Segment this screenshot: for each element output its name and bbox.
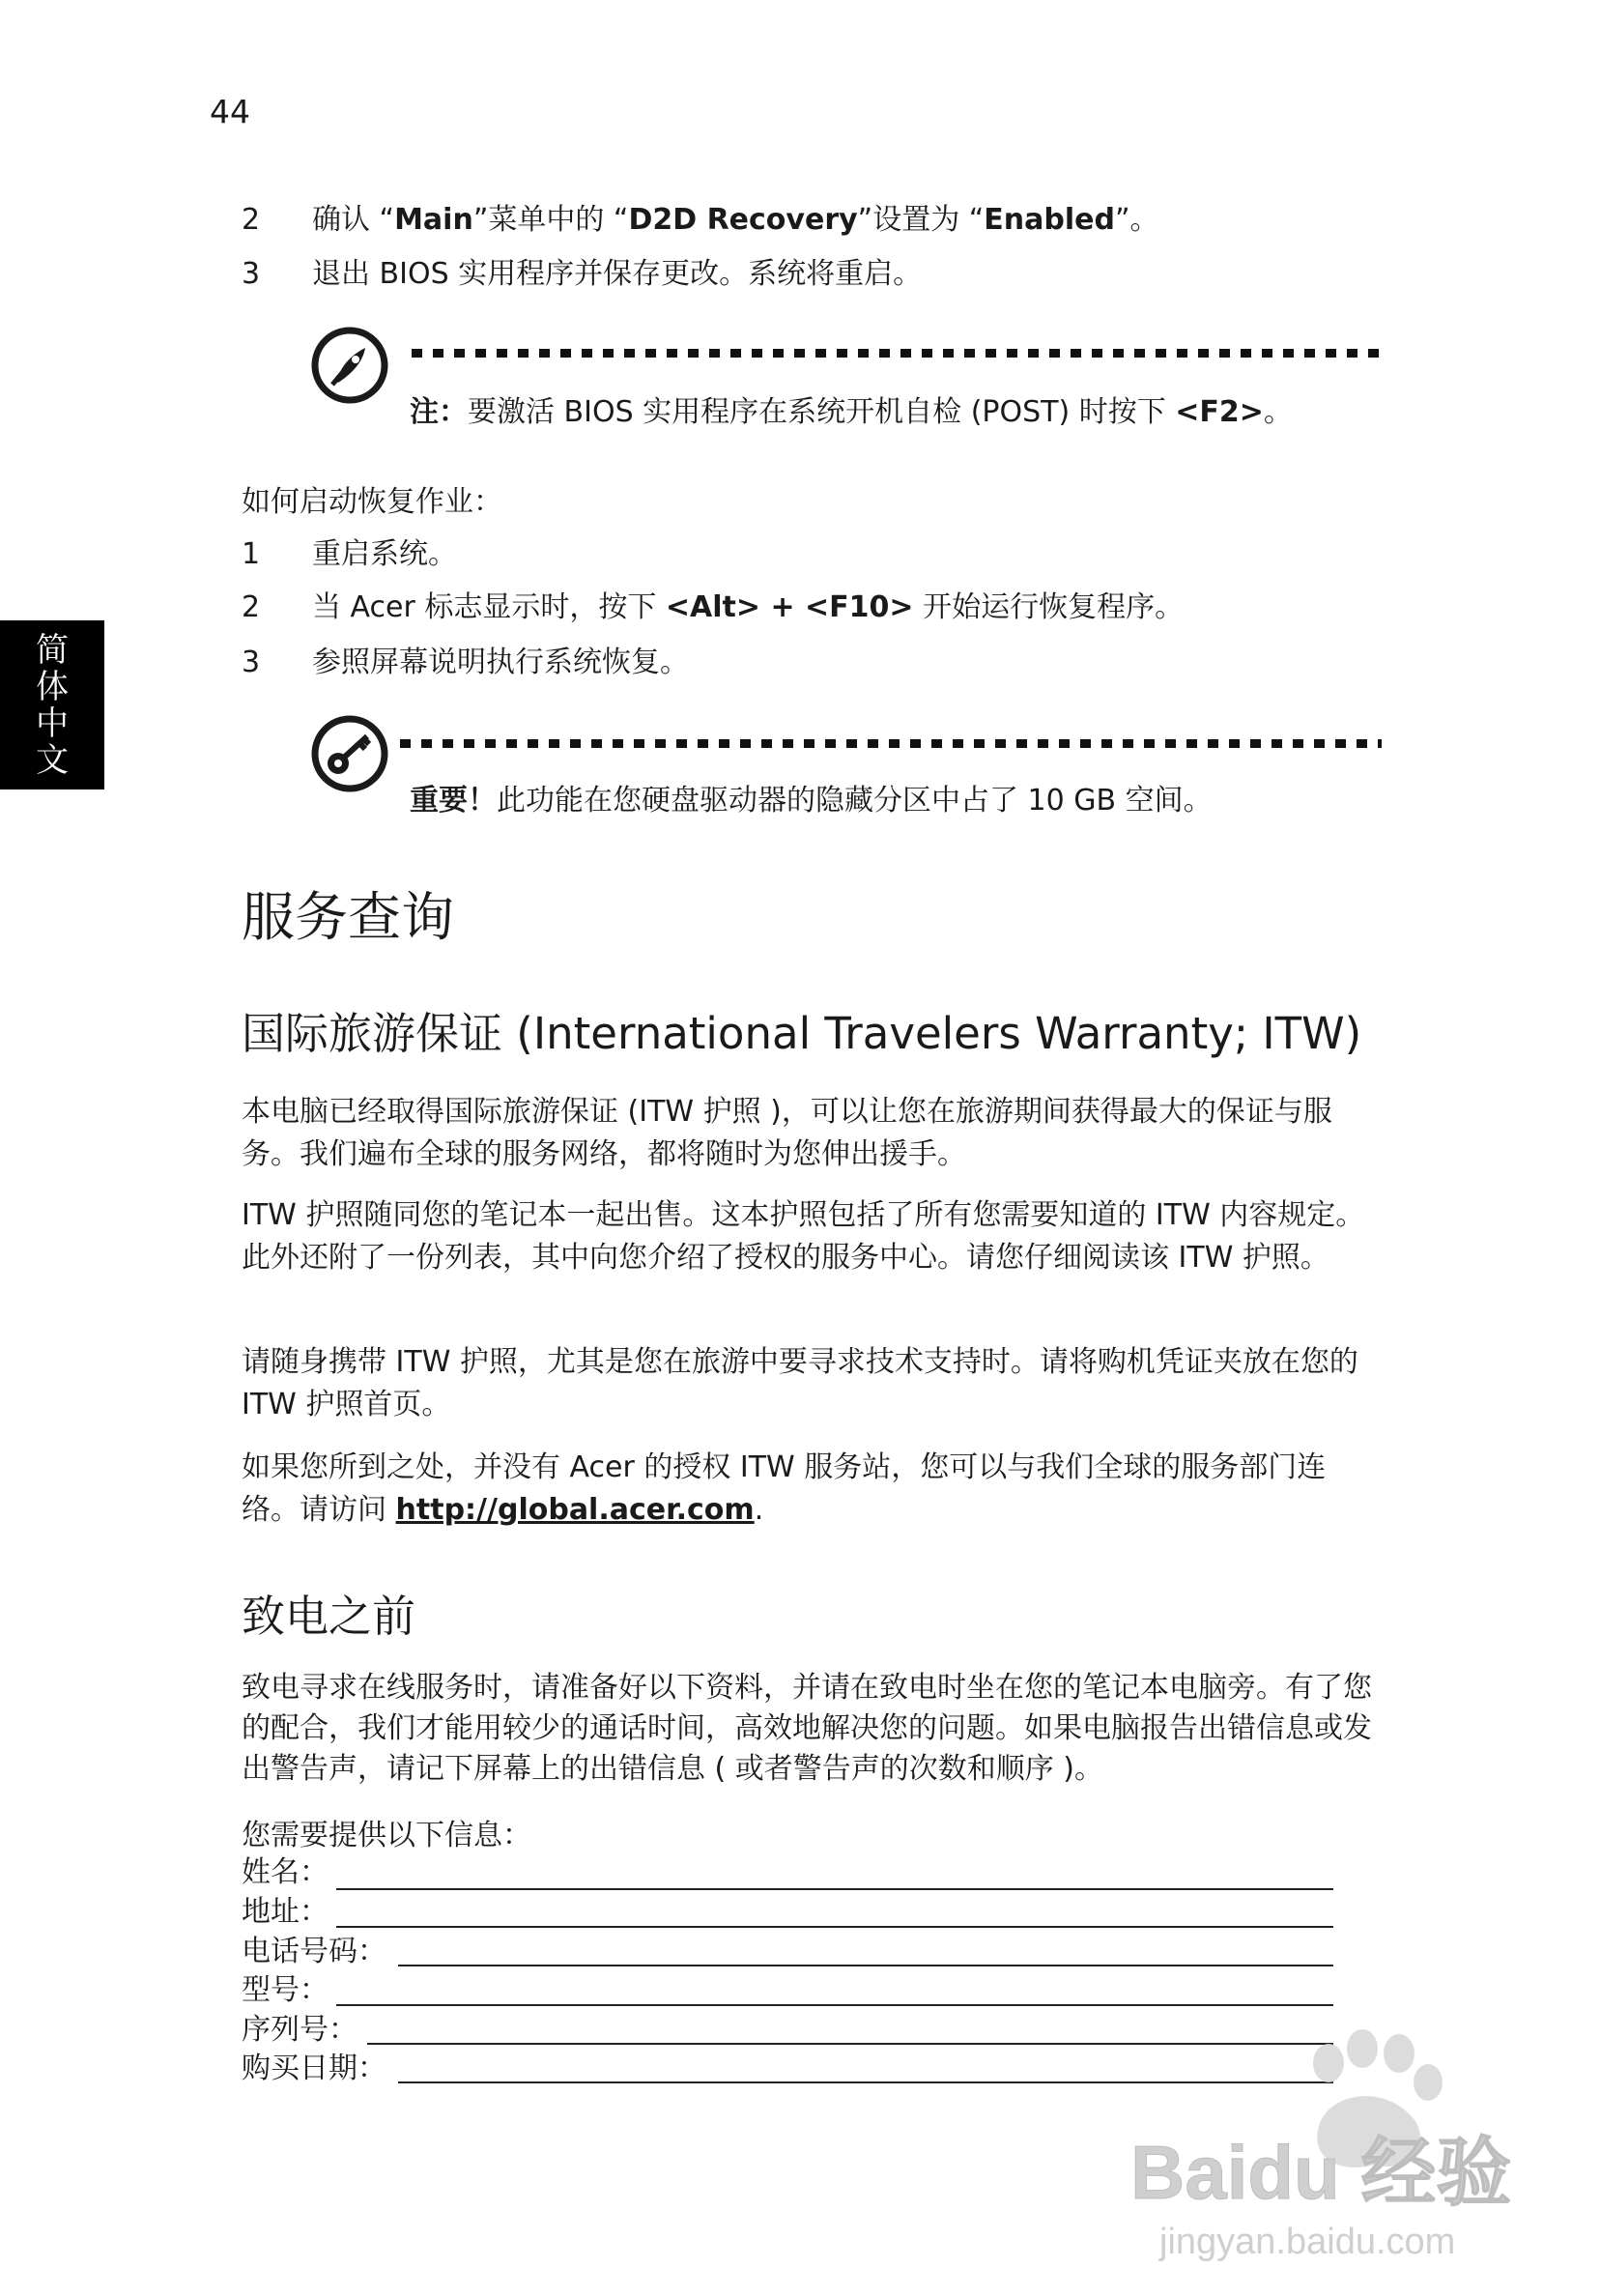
step-text bbox=[312, 198, 1159, 242]
step-text: 重启系统。 bbox=[312, 537, 457, 571]
menu-name: Main bbox=[394, 203, 473, 237]
step-text-part: ”菜单中的 “ bbox=[472, 203, 629, 237]
important-label: 重要！ bbox=[410, 784, 497, 818]
step-number: 2 bbox=[242, 203, 261, 237]
form-field-purchase-date bbox=[242, 2050, 386, 2088]
note-pen-icon bbox=[309, 325, 390, 406]
acer-website-link[interactable]: http://global.acer.com bbox=[395, 1493, 755, 1527]
field-blank-line[interactable] bbox=[336, 1888, 1333, 1890]
paragraph: 本电脑已经取得国际旅游保证 (ITW 护照 )，可以让您在旅游期间获得最大的保证与服务。我们遍布全球的服务网络，都将随时为您伸出援手。 bbox=[242, 1095, 1332, 1171]
section-title: 服务查询 bbox=[242, 886, 455, 948]
language-side-tab bbox=[0, 620, 104, 789]
watermark-url-text: jingyan.baidu.com bbox=[1159, 2222, 1456, 2261]
paragraph: 致电寻求在线服务时，请准备好以下资料，并请在致电时坐在您的笔记本电脑旁。有了您的配合，我们才能用较少的通话时间，高效地解决您的问题。如果电脑报告出错信息或发出警告声，请记下屏幕上的出错信息 ( 或者警告声的次数和顺序 )。 bbox=[242, 1671, 1372, 1786]
field-label: 序列号： bbox=[242, 2013, 357, 2047]
side-tab-char: 简 bbox=[36, 630, 69, 670]
important-key-icon bbox=[309, 713, 390, 794]
setting-name: D2D Recovery bbox=[628, 203, 858, 237]
side-tab-char: 文 bbox=[36, 740, 69, 780]
field-label: 电话号码： bbox=[242, 1935, 386, 1968]
itw-heading: 国际旅游保证 (International Travelers Warranty; ITW) bbox=[242, 1008, 1362, 1059]
field-blank-line[interactable] bbox=[336, 1926, 1333, 1928]
step-text: 参照屏幕说明执行系统恢复。 bbox=[312, 646, 689, 679]
form-field-phone bbox=[242, 1933, 386, 1971]
important-dotted-rule bbox=[400, 739, 1382, 748]
paragraph-text: . bbox=[754, 1493, 764, 1527]
form-field-serial bbox=[242, 2011, 357, 2050]
paragraph-text: 如果您所到之处，并没有 Acer 的授权 ITW 服务站，您可以与我们全球的服务部门连络。请访问 bbox=[242, 1450, 1327, 1527]
field-blank-line[interactable] bbox=[398, 1965, 1333, 1966]
before-call-heading: 致电之前 bbox=[242, 1591, 416, 1642]
form-intro: 您需要提供以下信息： bbox=[242, 1819, 531, 1852]
key-alt: <Alt> bbox=[665, 590, 761, 624]
paragraph: ITW 护照随同您的笔记本一起出售。这本护照包括了所有您需要知道的 ITW 内容规定。此外还附了一份列表，其中向您介绍了授权的服务中心。请您仔细阅读该 ITW 护照。 bbox=[242, 1198, 1365, 1275]
watermark-brand-text: Baidu 经验 bbox=[1130, 2130, 1512, 2215]
important-text bbox=[410, 779, 1213, 822]
field-label: 型号： bbox=[242, 1973, 329, 2007]
field-label: 购买日期： bbox=[242, 2052, 386, 2085]
field-blank-line[interactable] bbox=[336, 2004, 1333, 2006]
step-text-part: ”。 bbox=[1114, 203, 1159, 237]
recovery-intro: 如何启动恢复作业： bbox=[242, 485, 502, 519]
side-tab-char: 中 bbox=[36, 703, 69, 743]
step-text-part: ”设置为 “ bbox=[857, 203, 985, 237]
step-text-part: 当 Acer 标志显示时，按下 bbox=[312, 590, 666, 624]
note-text bbox=[410, 390, 1293, 434]
step-number: 3 bbox=[242, 646, 261, 679]
note-key: <F2> bbox=[1175, 395, 1264, 429]
important-body: 此功能在您硬盘驱动器的隐藏分区中占了 10 GB 空间。 bbox=[497, 784, 1213, 818]
page-number: 44 bbox=[210, 93, 250, 130]
form-field-model bbox=[242, 1971, 329, 2010]
field-label: 地址： bbox=[242, 1895, 329, 1929]
setting-value: Enabled bbox=[984, 203, 1115, 237]
note-end: 。 bbox=[1263, 395, 1293, 429]
step-number: 1 bbox=[242, 537, 261, 571]
step-number: 3 bbox=[242, 257, 261, 291]
key-plus: + bbox=[760, 590, 806, 624]
note-label: 注： bbox=[410, 395, 468, 429]
baidu-watermark-logo bbox=[1121, 2029, 1575, 2261]
note-dotted-rule bbox=[412, 349, 1382, 358]
form-field-name bbox=[242, 1853, 329, 1892]
step-text: 退出 BIOS 实用程序并保存更改。系统将重启。 bbox=[312, 257, 923, 291]
step-text-part: 确认 “ bbox=[312, 203, 395, 237]
step-number: 2 bbox=[242, 590, 261, 624]
key-f10: <F10> bbox=[805, 590, 914, 624]
step-text bbox=[312, 586, 1184, 629]
form-field-address bbox=[242, 1893, 329, 1932]
paragraph: 请随身携带 ITW 护照，尤其是您在旅游中要寻求技术支持时。请将购机凭证夹放在您的 ITW 护照首页。 bbox=[242, 1345, 1358, 1421]
step-text-part: 开始运行恢复程序。 bbox=[913, 590, 1185, 624]
paragraph bbox=[242, 1447, 1382, 1532]
side-tab-char: 体 bbox=[36, 667, 69, 706]
field-label: 姓名： bbox=[242, 1855, 329, 1889]
note-body: 要激活 BIOS 实用程序在系统开机自检 (POST) 时按下 bbox=[468, 395, 1176, 429]
